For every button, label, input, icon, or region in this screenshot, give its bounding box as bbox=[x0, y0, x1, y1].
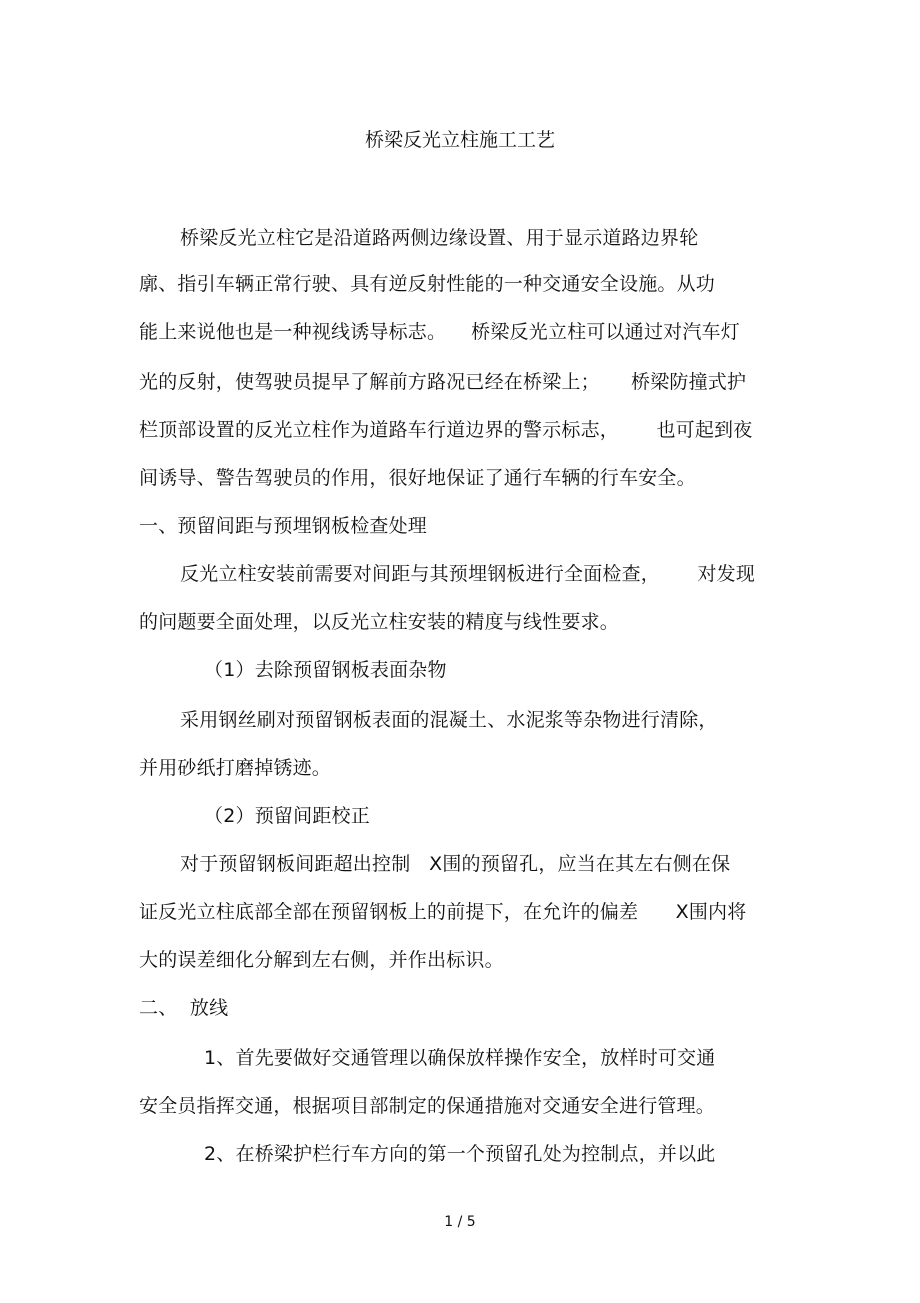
paragraph-line: 证反光立柱底部全部在预留钢板上的前提下，在允许的偏差 X围内将 bbox=[139, 901, 747, 923]
paragraph-line: 反光立柱安装前需要对间距与其预埋钢板进行全面检查， 对发现 bbox=[180, 563, 756, 585]
paragraph-line: 1、首先要做好交通管理以确保放样操作安全，放样时可交通 bbox=[204, 1047, 716, 1069]
paragraph-line: 大的误差细化分解到左右侧，并作出标识。 bbox=[139, 949, 504, 971]
subsection-heading: （2）预留间距校正 bbox=[204, 805, 370, 827]
paragraph-line: 对于预留钢板间距超出控制 X围的预留孔，应当在其左右侧在保 bbox=[180, 853, 731, 875]
paragraph-line: 桥梁反光立柱它是沿道路两侧边缘设置、用于显示道路边界轮 bbox=[180, 227, 699, 249]
paragraph-line: 栏顶部设置的反光立柱作为道路车行道边界的警示标志， 也可起到夜 bbox=[139, 419, 753, 441]
document-title: 桥梁反光立柱施工工艺 bbox=[364, 129, 555, 151]
paragraph-line: 采用钢丝刷对预留钢板表面的混凝土、水泥浆等杂物进行清除， bbox=[180, 709, 718, 731]
paragraph-line: 的问题要全面处理，以反光立柱安装的精度与线性要求。 bbox=[139, 611, 620, 633]
subsection-heading: （1）去除预留钢板表面杂物 bbox=[204, 659, 447, 681]
paragraph-line: 并用砂纸打磨掉锈迹。 bbox=[139, 757, 332, 779]
page-number: 1 / 5 bbox=[444, 1214, 476, 1230]
paragraph-line: 能上来说他也是一种视线诱导标志。 桥梁反光立柱可以通过对汽车灯 bbox=[139, 321, 740, 343]
section-heading: 一、预留间距与预埋钢板检查处理 bbox=[139, 515, 428, 537]
paragraph-line: 2、在桥梁护栏行车方向的第一个预留孔处为控制点，并以此 bbox=[204, 1143, 716, 1165]
section-heading: 二、 放线 bbox=[139, 997, 229, 1019]
paragraph-line: 廓、指引车辆正常行驶、具有逆反射性能的一种交通安全设施。从功 bbox=[139, 273, 716, 295]
paragraph-line: 安全员指挥交通，根据项目部制定的保通措施对交通安全进行管理。 bbox=[139, 1095, 716, 1117]
paragraph-line: 间诱导、警告驾驶员的作用，很好地保证了通行车辆的行车安全。 bbox=[139, 467, 696, 489]
paragraph-line: 光的反射，使驾驶员提早了解前方路况已经在桥梁上； 桥梁防撞式护 bbox=[139, 371, 747, 393]
